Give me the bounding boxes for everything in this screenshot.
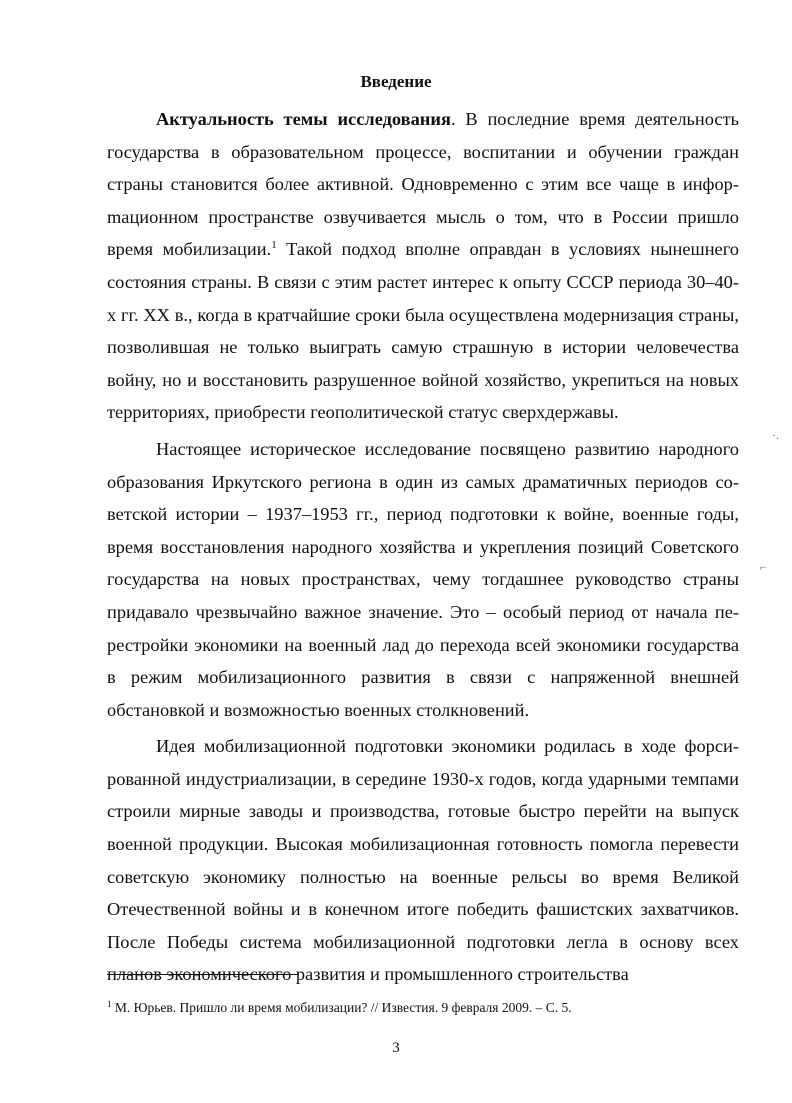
scan-speck: ·. <box>772 428 779 442</box>
page-number: 3 <box>392 1040 400 1056</box>
paragraph-1-text: . В последние время деятельность государства в образовательном процессе, воспитании и обучении граждан страны становится более активной. Одновременно с этим все чаще в инфорmационном пространстве озвучивается мысль о том, что в России пришло время мобилизации. <box>107 109 739 260</box>
footnote-marker: 1 <box>107 999 112 1009</box>
scan-speck: ⌐ <box>760 560 767 574</box>
section-heading: Введение <box>360 72 432 91</box>
paragraph-2: Настоящее историческое исследование посвящено развитию народного образования Иркутского региона в один из самых драматичных периодов советской истории – 1937–1953 гг., период подготовки к войне, военные годы, время восстановления народного хозяйства и укрепления позиций Советского государства на новых пространствах, чему тогдашнее руководство страны придавало чрезвычайно важное значение. Это – особый период от начала перестройки экономики на военный лад до перехода всей экономики государства в режим мобилизационного развития в связи с напряженной внешней обстановкой и возможностью военных столкновений. <box>107 438 739 720</box>
paragraph-1-text-continued: Такой подход вполне оправдан в условиях нынешнего состояния страны. В связи с этим растет интерес к опыту СССР периода 30–40-х гг. XX в., когда в кратчайшие сроки была осуществлена модернизация страны, позволившая не только выиграть самую страшную в истории человечества войну, но и восстановить разрушенное войной хозяйство, укрепиться на новых территориях, приобрести геополитической статус сверхдержавы. <box>107 239 739 423</box>
footnote-text: М. Юрьев. Пришло ли время мобилизации? // Известия. 9 февраля 2009. – С. 5. <box>111 1000 572 1015</box>
paragraph-3: Идея мобилизационной подготовки экономики родилась в ходе форсированной индустриализации, в середине 1930-х годов, когда ударными темпами строили мирные заводы и производства, готовые быстро перейти на выпуск военной продукции. Высокая мобилизационная готовность помогла перевести советскую экономику полностью на военные рельсы во время Великой Отечественной войны и в конечном итоге победить фашистских захватчиков. После Победы система мобилизационной подготовки легла в основу всех планов экономического развития и промышленного строительства <box>107 736 739 985</box>
footnote-reference: 1 <box>271 239 277 252</box>
lead-phrase: Актуальность темы исследования <box>156 109 451 129</box>
footnote <box>107 1000 739 1016</box>
footnote-separator <box>107 974 299 975</box>
paragraph-1 <box>107 103 739 429</box>
body-text <box>107 103 739 995</box>
